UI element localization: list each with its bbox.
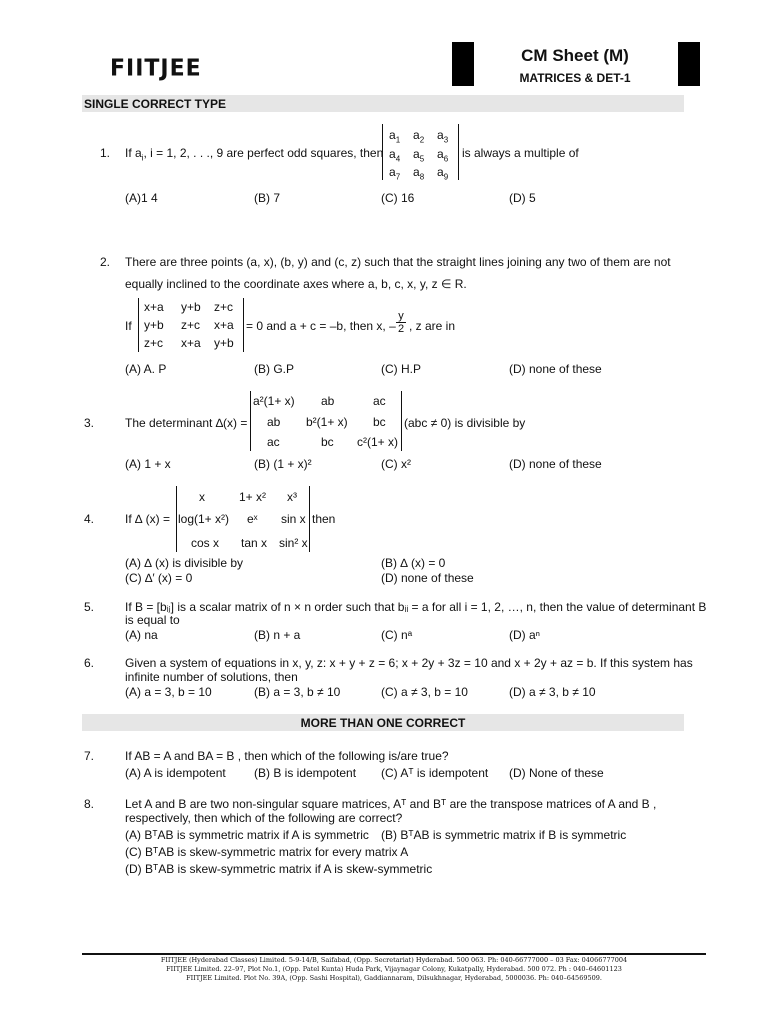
option-a: (A) BᵀAB is symmetric matrix if A is symmetric (125, 828, 369, 842)
option-b: (B) n + a (254, 628, 301, 642)
option-b: (B) a = 3, b ≠ 10 (254, 685, 341, 699)
option-d: (D) none of these (509, 457, 602, 471)
fraction: y 2 (397, 310, 405, 335)
footer-address-2: FIITJEE Limited. 22–97, Plot No.1, (Opp. Patel Kunta) Huda Park, Vijaynagar Colony, Kukatpally, Hyderabad. 500 072. Ph : 040–64601123 (166, 965, 622, 973)
option-b: (B) G.P (254, 362, 295, 376)
header-bar-right (678, 42, 700, 86)
option-d: (D) none of these (509, 362, 602, 376)
question-text-line2: equally inclined to the coordinate axes where a, b, c, x, y, z ∈ R. (125, 277, 467, 291)
question-text-end: (abc ≠ 0) is divisible by (404, 416, 526, 430)
section-label: MORE THAN ONE CORRECT (300, 716, 466, 730)
option-c: (C) 16 (381, 191, 415, 205)
question-number: 1. (99, 146, 110, 160)
option-b: (B) ∆ (x) = 0 (381, 556, 446, 570)
option-a: (A) ∆ (x) is divisible by (125, 556, 244, 570)
option-b: (B) BᵀAB is symmetric matrix if B is symmetric (381, 828, 627, 842)
question-text-line1: Given a system of equations in x, y, z: x + y + z = 6; x + 2y + 3z = 10 and x + 2y + az = b. If this system has (125, 656, 693, 670)
option-c: (C) Aᵀ is idempotent (381, 766, 489, 780)
question-text-line2: infinite number of solutions, then (125, 670, 298, 684)
question-text-end: then (312, 512, 336, 526)
sheet-subtitle: MATRICES & DET-1 (519, 71, 631, 85)
determinant: $a_1$ $a_2$ $a_3$ $a_4$ $a_5$ $a_6$ $a_7$ $a_8$ $a_9$ (382, 124, 459, 180)
question-number: 4. (84, 512, 95, 526)
option-a: (A) A. P (125, 362, 167, 376)
question-text-end: is always a multiple of (462, 146, 579, 160)
question-text-line2: is equal to (125, 613, 180, 627)
option-d: (D) aⁿ (509, 628, 541, 642)
option-b: (B) 7 (254, 191, 281, 205)
option-d: (D) 5 (509, 191, 536, 205)
question-text: The determinant ∆(x) = (125, 416, 248, 430)
sheet-title: CM Sheet (M) (521, 46, 629, 65)
question-number: 3. (84, 416, 95, 430)
question-text-line1: There are three points (a, x), (b, y) and (c, z) such that the straight lines joining any two of them are not (125, 255, 671, 269)
question-text-line1: Let A and B are two non-singular square matrices, Aᵀ and Bᵀ are the transpose matrices of A and B , (125, 797, 657, 811)
question-text: If ∆ (x) = (125, 512, 171, 526)
option-c: (C) ∆′ (x) = 0 (125, 571, 193, 585)
determinant: a²(1+ x) ab ac ab b²(1+ x) bc ac bc c²(1+ x) (250, 391, 402, 451)
option-d: (D) BᵀAB is skew-symmetric matrix if A is skew-symmetric (125, 862, 433, 876)
option-c: (C) nᵃ (381, 628, 413, 642)
determinant: x+a y+b z+c y+b z+c x+a z+c x+a y+b (138, 298, 244, 352)
fiitjee-logo: FIITJEE (110, 55, 202, 82)
option-a: (A)1 4 (125, 191, 158, 205)
option-c: (C) a ≠ 3, b = 10 (381, 685, 468, 699)
question-number: 6. (84, 656, 95, 670)
determinant: x 1+ x² x³ log(1+ x²) eˣ sin x cos x tan x sin² x (176, 486, 310, 552)
section-single-correct (82, 95, 684, 112)
question-number: 2. (99, 255, 110, 269)
question-number: 8. (84, 797, 95, 811)
question-number: 5. (84, 600, 95, 614)
option-c: (C) x² (381, 457, 411, 471)
option-a: (A) na (125, 628, 158, 642)
option-b: (B) B is idempotent (254, 766, 357, 780)
option-c: (C) H.P (381, 362, 421, 376)
section-more-than-one (82, 714, 684, 731)
option-a: (A) a = 3, b = 10 (125, 685, 212, 699)
footer-address-3: FIITJEE Limited. Plot No. 39A, (Opp. Sashi Hospital), Gaddiannaram, Dilsukhnagar, Hyderabad, 5000036. Ph: 040–64569509. (186, 974, 602, 982)
option-c: (C) BᵀAB is skew-symmetric matrix for every matrix A (125, 845, 409, 859)
question-number: 7. (84, 749, 95, 763)
condition-text: = 0 and a + c = –b, then x, – (246, 319, 396, 333)
header-bar-left (452, 42, 474, 86)
footer-address-1: FIITJEE (Hyderabad Classes) Limited. 5-9-14/B, Saifabad, (Opp. Secretariat) Hyderabad. 500 063. Ph: 040-66777000 – 03 Fax: 04066777004 (160, 956, 628, 964)
question-text-line1: If B = [bᵢⱼ] is a scalar matrix of n × n order such that bᵢᵢ = a for all i = 1, 2, …, n, then the value of determinant B (125, 600, 707, 614)
if-label: If (125, 319, 132, 333)
option-a: (A) 1 + x (125, 457, 171, 471)
question-text-line2: respectively, then which of the following are correct? (125, 811, 403, 825)
option-a: (A) A is idempotent (125, 766, 226, 780)
condition-end: , z are in (409, 319, 456, 333)
footer-divider (82, 953, 706, 955)
question-text: If $a_i$, i = 1, 2, . . ., 9 are perfect odd squares, then (125, 146, 384, 163)
option-b: (B) (1 + x)² (254, 457, 312, 471)
option-d: (D) a ≠ 3, b ≠ 10 (509, 685, 596, 699)
question-text: If AB = A and BA = B , then which of the following is/are true? (125, 749, 449, 763)
option-d: (D) None of these (509, 766, 604, 780)
option-d: (D) none of these (381, 571, 474, 585)
section-label: SINGLE CORRECT TYPE (84, 97, 227, 111)
